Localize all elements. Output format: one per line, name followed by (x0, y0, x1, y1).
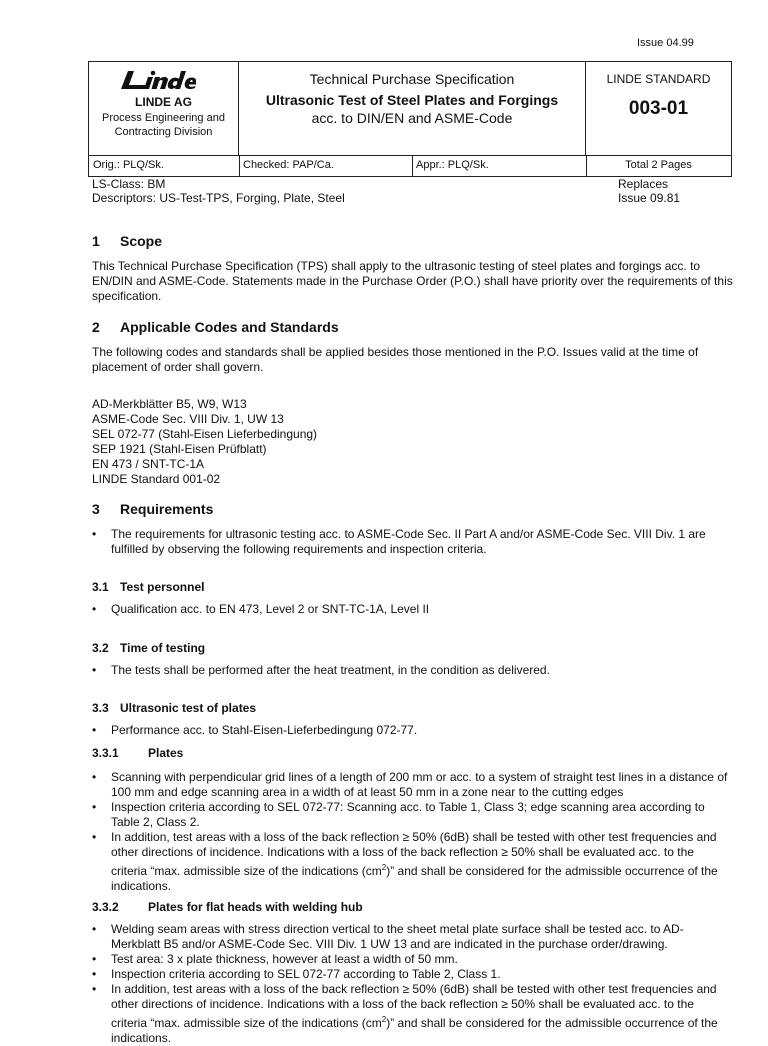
spec-cell (239, 62, 586, 155)
replaces-issue: Issue 09.81 (618, 191, 681, 205)
list-item: • Welding seam areas with stress direction vertical to the sheet metal plate surface shall be tested acc. to AD-Merkblatt B5 and/or ASME-Code Sec. VIII Div. 1 UW 13 and are indicated in the purchase order/drawing. (92, 922, 732, 952)
list-item: • Scanning with perpendicular grid lines of a length of 200 mm or acc. to a system of straight test lines in a distance of 100 mm and edge scanning area in a width of at least 50 mm in a zone near to the cutting edges (92, 770, 732, 800)
row-divider (239, 156, 240, 177)
section-2-heading (92, 319, 339, 335)
section-number: 3.3.2 (92, 900, 119, 914)
flat-heads-list (92, 922, 732, 1046)
plates-list (92, 770, 732, 894)
section-number: 3.3 (92, 701, 109, 715)
codes-intro-text: The following codes and standards shall be applied besides those mentioned in the P.O. Issues valid at the time of placement of order shall govern. (92, 345, 699, 374)
section-1-heading (92, 233, 162, 249)
scope-text: This Technical Purchase Specification (TPS) shall apply to the ultrasonic testing of steel plates and forgings acc. to EN/DIN and ASME-Code. Statements made in the Purchase Order (P.O.) shall have priority over the requirements of this specification. (92, 259, 733, 303)
descriptors: Descriptors: US-Test-TPS, Forging, Plate, Steel (92, 191, 345, 205)
section-number: 3.3.1 (92, 746, 119, 760)
superscript: 2 (381, 1015, 387, 1024)
spec-subtitle: acc. to DIN/EN and ASME-Code (311, 110, 513, 126)
list-item: • Performance acc. to Stahl-Eisen-Lieferbedingung 072-77. (92, 723, 732, 738)
list-item: • The tests shall be performed after the heat treatment, in the condition as delivered. (92, 663, 732, 678)
standard-label: LINDE STANDARD (606, 72, 711, 86)
list-item-text: )” and shall be considered for the admissible occurrence of the indications. (111, 1016, 718, 1045)
codes-list (92, 397, 317, 487)
section-title: Plates for flat heads with welding hub (148, 900, 363, 914)
code-item: AD-Merkblätter B5, W9, W13 (92, 397, 247, 411)
section-title: Scope (120, 233, 163, 249)
superscript: 2 (381, 863, 387, 872)
list-item: • Qualification acc. to EN 473, Level 2 or SNT-TC-1A, Level II (92, 602, 732, 617)
list-item-text: In addition, test areas with a loss of the back reflection ≥ 50% (6dB) shall be tested with other test frequencies and other directions of incidence. Indications with a loss of the back reflection ≥ 50% shall be evaluated acc. to the criteria “max. admissible size of the indications (cm (111, 982, 717, 1030)
section-3-2-heading (92, 641, 205, 655)
replaces-label: Replaces (618, 177, 669, 191)
list-item-text: In addition, test areas with a loss of the back reflection ≥ 50% (6dB) shall be tested with other test frequencies and other directions of incidence. Indications with a loss of the back reflection ≥ 50% shall be evaluated acc. to the criteria “max. admissible size of the indications (cm (111, 830, 717, 878)
standard-number: 003-01 (628, 98, 689, 119)
list-item-text: )” and shall be considered for the admissible occurrence of the indications. (111, 864, 718, 893)
list-item: • Inspection criteria according to SEL 072-77 according to Table 2, Class 1. (92, 967, 732, 982)
checked-field: Checked: PAP/Ca. (243, 159, 334, 171)
ls-class: LS-Class: BM (92, 177, 166, 191)
section-3-3-heading (92, 701, 256, 715)
requirements-list (92, 527, 732, 557)
orig-field: Orig.: PLQ/Sk. (93, 159, 164, 171)
code-item: ASME-Code Sec. VIII Div. 1, UW 13 (92, 412, 284, 426)
section-3-3-2-heading (92, 900, 363, 914)
section-3-1-heading (92, 580, 204, 594)
code-item: EN 473 / SNT-TC-1A (92, 457, 205, 471)
personnel-list (92, 602, 732, 617)
section-number: 3.2 (92, 641, 109, 655)
linde-logo (118, 68, 210, 92)
division-line-1: Process Engineering and (102, 112, 225, 124)
list-item: • Test area: 3 x plate thickness, however at least a width of 50 mm. (92, 952, 732, 967)
section-number: 2 (92, 319, 100, 335)
testing-time-list (92, 663, 732, 678)
total-pages: Total 2 Pages (625, 159, 692, 171)
standard-cell (586, 62, 731, 155)
approved-field: Appr.: PLQ/Sk. (416, 159, 489, 171)
section-title: Time of testing (120, 641, 206, 655)
section-3-heading (92, 501, 213, 517)
plates-test-list (92, 723, 732, 738)
company-cell (89, 62, 239, 155)
section-number: 3 (92, 501, 100, 517)
section-title: Plates (148, 746, 184, 760)
approval-row (89, 155, 731, 176)
section-number: 1 (92, 233, 100, 249)
list-item: • Inspection criteria according to SEL 072-77: Scanning acc. to Table 1, Class 3; edge scanning area according to Table 2, Class 2. (92, 800, 732, 830)
section-title: Test personnel (120, 580, 205, 594)
issue-label: Issue 04.99 (637, 37, 694, 49)
division-line-2: Contracting Division (114, 126, 213, 138)
code-item: SEP 1921 (Stahl-Eisen Prüfblatt) (92, 442, 267, 456)
section-title: Ultrasonic test of plates (120, 701, 257, 715)
section-3-3-1-heading (92, 746, 183, 760)
spec-type: Technical Purchase Specification (309, 71, 515, 87)
section-title: Applicable Codes and Standards (120, 319, 339, 335)
section-number: 3.1 (92, 580, 109, 594)
code-item: SEL 072-77 (Stahl-Eisen Lieferbedingung) (92, 427, 318, 441)
code-item: LINDE Standard 001-02 (92, 472, 221, 486)
list-item: • The requirements for ultrasonic testing acc. to ASME-Code Sec. II Part A and/or ASME-Code Sec. VIII Div. 1 are fulfilled by observing the following requirements and inspection criteria. (92, 527, 732, 557)
list-item (92, 982, 732, 1046)
section-title: Requirements (120, 501, 214, 517)
spec-title: Ultrasonic Test of Steel Plates and Forgings (265, 92, 559, 108)
company-name: LINDE AG (135, 95, 192, 109)
header-block (88, 61, 732, 177)
list-item (92, 830, 732, 894)
row-divider (412, 156, 413, 177)
